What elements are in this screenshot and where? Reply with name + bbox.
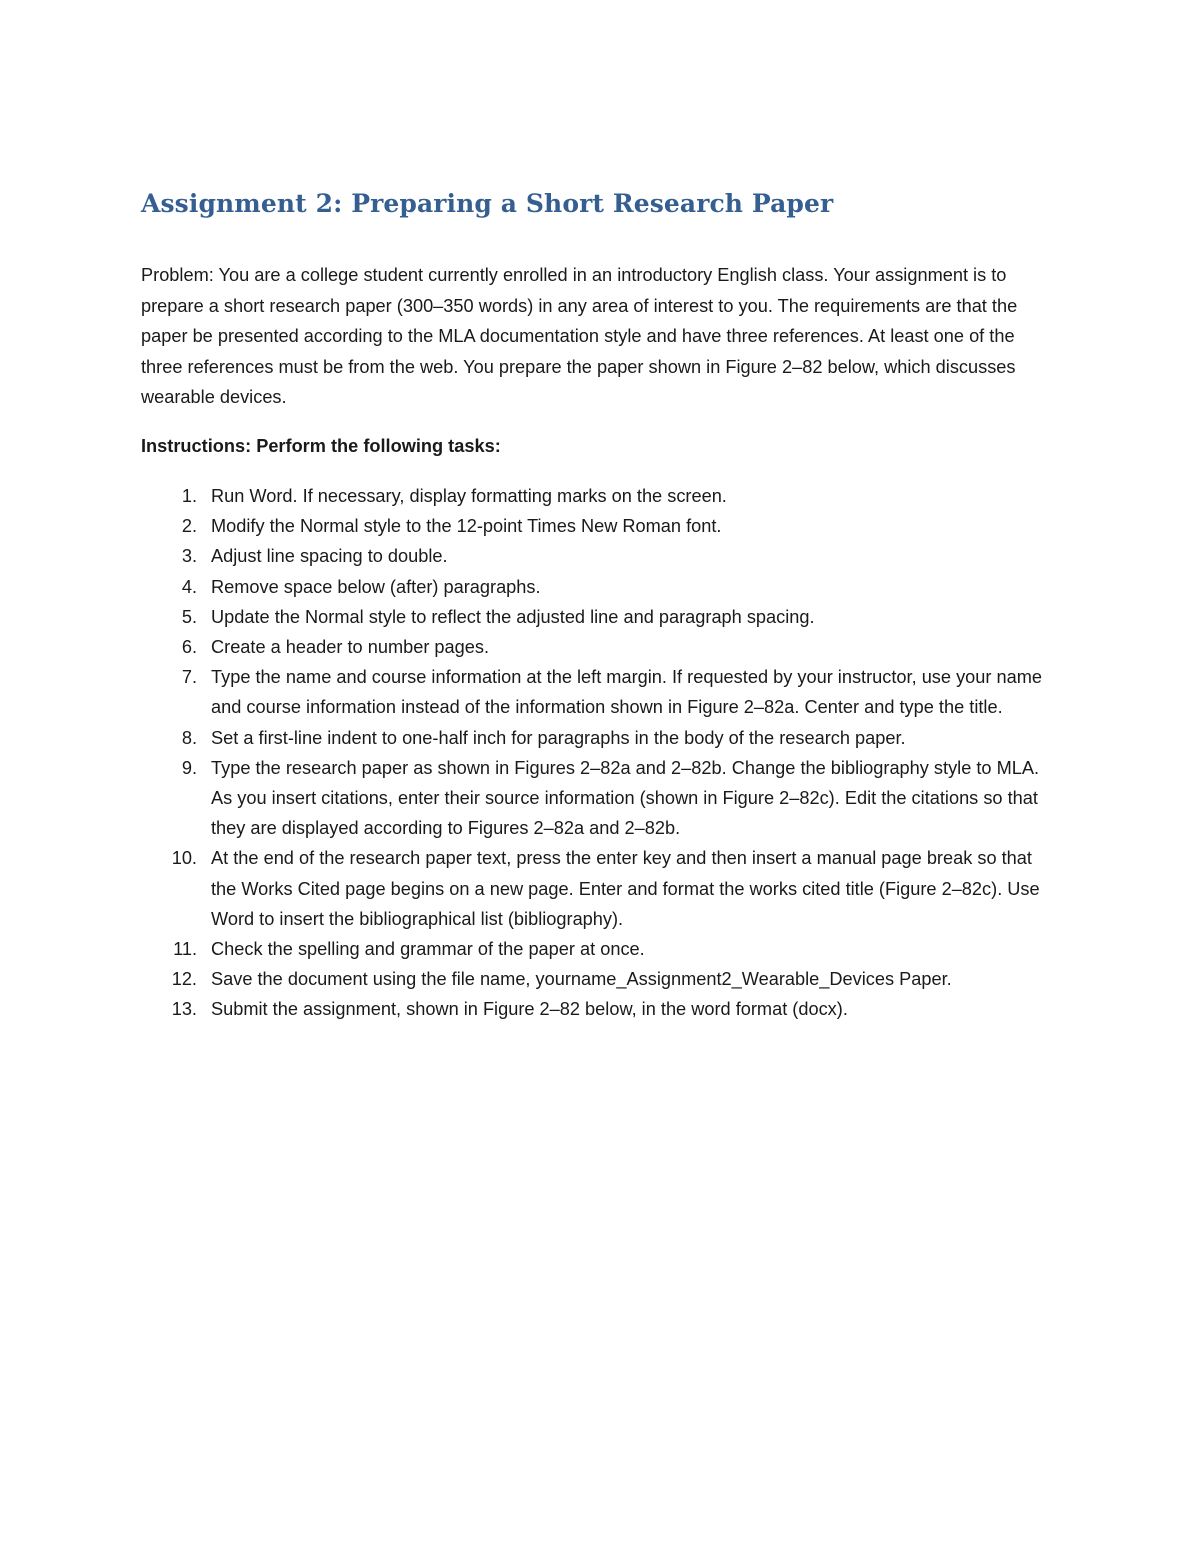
task-text: Remove space below (after) paragraphs. xyxy=(211,576,541,597)
task-list xyxy=(141,481,1061,1025)
task-number: 12. xyxy=(171,969,197,990)
task-item xyxy=(141,511,1061,541)
task-item xyxy=(141,964,1061,994)
task-number: 2. xyxy=(181,516,197,537)
task-number: 13. xyxy=(171,999,197,1020)
task-text: Check the spelling and grammar of the paper at once. xyxy=(211,939,645,960)
task-number: 1. xyxy=(181,486,197,506)
task-item xyxy=(141,994,1061,1024)
task-number: 5. xyxy=(181,606,197,627)
task-text: At the end of the research paper text, press the enter key and then insert a manual page break so that the Works Cited page begins on a new page. Enter and format the works cited title (Figure 2–82c). Use Word to insert the bibliographical list (bibliography). xyxy=(211,848,1040,929)
task-number: 3. xyxy=(181,546,197,567)
task-number: 4. xyxy=(181,576,197,597)
task-text: Type the research paper as shown in Figures 2–82a and 2–82b. Change the bibliography style to MLA. As you insert citations, enter their source information (shown in Figure 2–82c). Edit the citations so that they are displayed according to Figures 2–82a and 2–82b. xyxy=(211,757,1040,839)
task-item xyxy=(141,662,1061,722)
task-text: Save the document using the file name, yourname_Assignment2_Wearable_Devices Paper. xyxy=(211,969,952,990)
task-text: Set a first-line indent to one-half inch for paragraphs in the body of the research paper. xyxy=(211,727,906,748)
task-text: Type the name and course information at the left margin. If requested by your instructor, use your name and course information instead of the information shown in Figure 2–82a. Center and type the title. xyxy=(211,667,1043,718)
task-item xyxy=(141,602,1061,632)
task-text: Adjust line spacing to double. xyxy=(211,546,448,567)
task-text: Run Word. If necessary, display formatting marks on the screen. xyxy=(211,486,727,506)
task-text: Update the Normal style to reflect the adjusted line and paragraph spacing. xyxy=(211,606,815,627)
task-item xyxy=(141,934,1061,964)
task-item xyxy=(141,632,1061,662)
task-number: 7. xyxy=(181,667,197,688)
task-number: 10. xyxy=(171,848,197,869)
task-number: 8. xyxy=(181,727,197,748)
task-number: 6. xyxy=(181,637,197,658)
task-text: Submit the assignment, shown in Figure 2–82 below, in the word format (docx). xyxy=(211,999,848,1020)
task-text: Create a header to number pages. xyxy=(211,637,490,658)
task-number: 9. xyxy=(181,757,197,778)
task-item xyxy=(141,723,1061,753)
task-text: Modify the Normal style to the 12-point Times New Roman font. xyxy=(211,516,722,537)
task-item xyxy=(141,843,1061,934)
document-title: Assignment 2: Preparing a Short Research Paper xyxy=(141,189,834,218)
instructions-heading: Instructions: Perform the following tasks: xyxy=(141,436,501,456)
task-number: 11. xyxy=(173,939,197,960)
problem-paragraph: Problem: You are a college student currently enrolled in an introductory English class. Your assignment is to prepare a short research paper (300–350 words) in any area of interest to you. The requirements are that the paper be presented according to the MLA documentation style and have three references. At least one of the three references must be from the web. You prepare the paper shown in Figure 2–82 below, which discusses wearable devices. xyxy=(141,265,1018,407)
task-item xyxy=(141,753,1061,844)
task-item xyxy=(141,481,1061,511)
task-item xyxy=(141,572,1061,602)
task-item xyxy=(141,541,1061,571)
